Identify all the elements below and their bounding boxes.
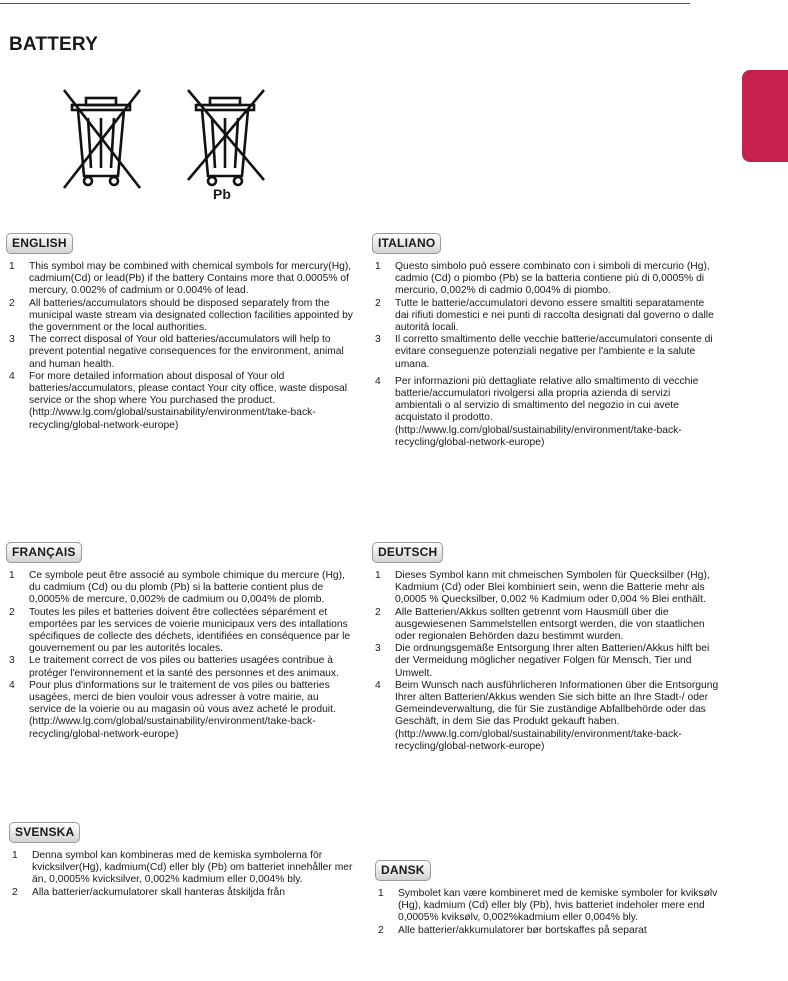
section-label: ITALIANO bbox=[372, 233, 441, 254]
list-item: 2 Tutte le batterie/accumulatori devono essere smaltiti separatamente dai rifiuti domestici e nei punti di raccolta designati dal governo o dalle autorità locali. bbox=[375, 297, 714, 334]
page-title: BATTERY bbox=[9, 34, 99, 55]
section-english bbox=[9, 233, 354, 432]
list-item: 2 Toutes les piles et batteries doivent être collectées séparément et emportées par les services de voierie municipaux vers des intallations spécifiques de collecte des déchets, identifiées en conséquence par le gouvernement ou par les autorités locales. bbox=[9, 606, 351, 655]
list-item: 1 Dieses Symbol kann mit chmeischen Symbolen für Quecksilber (Hg), Kadmium (Cd) oder Blei kombiniert sein, wenn die Batterie mehr als 0,0005 % Quecksilber, 0,002 % Kadmium oder 0,004 % Blei enthält. bbox=[375, 570, 710, 606]
list-item: 1 Ce symbole peut être associé au symbole chimique du mercure (Hg), du cadmium (Cd) ou du plomb (Pb) si la batterie contient plus de 0,0005% de mercure, 0,002% de cadmium ou 0,004% de plomb. bbox=[9, 570, 345, 606]
crossed-bin-pb-icon bbox=[188, 90, 264, 185]
list-item: 4 Per informazioni più dettagliate relative allo smaltimento di vecchie batterie/accumulatori rivolgersi alla propria azienda di servizi ambientali o al servizio di smaltimento del negozio in cui avete acquistato il prodotto. (http://www.lg.com/global/sustainability/environment/take-back-recycling/global-network-europe) bbox=[375, 375, 699, 448]
list-item: 3 Le traitement correct de vos piles ou batteries usagées contribue à protéger l'environnement et la santé des personnes et des animaux. bbox=[9, 655, 339, 679]
section-label: SVENSKA bbox=[9, 822, 80, 843]
section-label: ENGLISH bbox=[6, 233, 73, 254]
list-item: 3 The correct disposal of Your old batteries/accumulators will help to prevent potential negative consequences for the environment, animal and human health. bbox=[9, 334, 344, 370]
section-svenska bbox=[12, 822, 357, 899]
top-rule bbox=[0, 3, 690, 4]
list-item: 1 Symbolet kan være kombineret med de kemiske symboler for kviksølv (Hg), kadmium (Cd) eller bly (Pb), hvis batteriet indeholer mere end 0,0005% kviksølv, 0,002%kadmium eller 0,004% bly. bbox=[378, 888, 718, 924]
list-item: 1 Questo simbolo può essere combinato con i simboli di mercurio (Hg), cadmio (Cd) o piombo (Pb) se la batteria contiene più di 0,0005% di mercurio, 0,002% di cadmio 0,004% di piombo. bbox=[375, 261, 710, 297]
list-item: 3 Il corretto smaltimento delle vecchie batterie/accumulatori consente di evitare conseguenze potenziali negative per l'ambiente e la salute umana. bbox=[375, 334, 713, 370]
list-item: 1 Denna symbol kan kombineras med de kemiska symbolerna för kvicksilver(Hg), kadmium(Cd) eller bly (Pb) om batteriet innehåller mer än, 0,0005% kvicksilver, 0,002% kadmium eller 0,004% bly. bbox=[12, 850, 353, 886]
list-item: 2 Alla batterier/ackumulatorer skall hanteras åtskiljda från bbox=[12, 886, 285, 898]
section-dansk bbox=[378, 860, 723, 937]
list-item: 4 Beim Wunsch nach ausführlicheren Informationen über die Entsorgung Ihrer alten Batterien/Akkus wenden Sie sich bitte an Ihre Stadt-/ oder Gemeindeverwaltung, die für Sie zuständige Abfallbehörde oder das Geschäft, in dem Sie das Produkt gekauft haben. (http://www.lg.com/global/sustainability/environment/take-back-recycling/global-network-europe) bbox=[375, 679, 719, 752]
list-item: 4 For more detailed information about disposal of Your old batteries/accumulators, please contact Your city office, waste disposal service or the shop where You purchased the product. (http://www.lg.com/global/sustainability/environment/take-back-recycling/global-network-europe) bbox=[9, 370, 348, 431]
side-tab bbox=[742, 70, 788, 162]
section-label: DEUTSCH bbox=[372, 542, 443, 563]
list-item: 2 Alle Batterien/Akkus sollten getrennt vom Hausmüll über die ausgewiesenen Sammelstellen entsorgt werden, die von staatlichen oder regionalen Behörden dazu bestimmt wurden. bbox=[375, 606, 705, 643]
list-item: 4 Pour plus d'informations sur le traitement de vos piles ou batteries usagées, merci de bien vouloir vous adresser à votre mairie, au service de la voierie ou au magasin où vous avez acheté le produit. (http://www.lg.com/global/sustainability/environment/take-back-recycling/global-network-europe) bbox=[9, 679, 336, 740]
pb-label: Pb bbox=[213, 186, 231, 202]
section-deutsch bbox=[375, 542, 720, 753]
list-item: 2 All batteries/accumulators should be disposed separately from the municipal waste stream via designated collection facilities appointed by the government or the local authorities. bbox=[9, 297, 353, 334]
section-label: FRANÇAIS bbox=[6, 542, 82, 563]
crossed-bins-icon bbox=[58, 80, 268, 198]
section-francais bbox=[9, 542, 354, 741]
section-italiano bbox=[375, 233, 720, 449]
list-item: 2 Alle batterier/akkumulatorer bør bortskaffes på separat bbox=[378, 924, 647, 936]
list-item: 1 This symbol may be combined with chemical symbols for mercury(Hg), cadmium(Cd) or lead(Pb) if the battery Contains more that 0.0005% of mercury, 0.002% of cadmium or 0.004% of lead. bbox=[9, 261, 352, 297]
crossed-bin-icon bbox=[64, 90, 140, 188]
section-label: DANSK bbox=[375, 860, 431, 881]
list-item: 3 Die ordnungsgemäße Entsorgung Ihrer alten Batterien/Akkus hilft bei der Vermeidung möglicher negativer Folgen für Mensch, Tier und Umwelt. bbox=[375, 643, 710, 679]
